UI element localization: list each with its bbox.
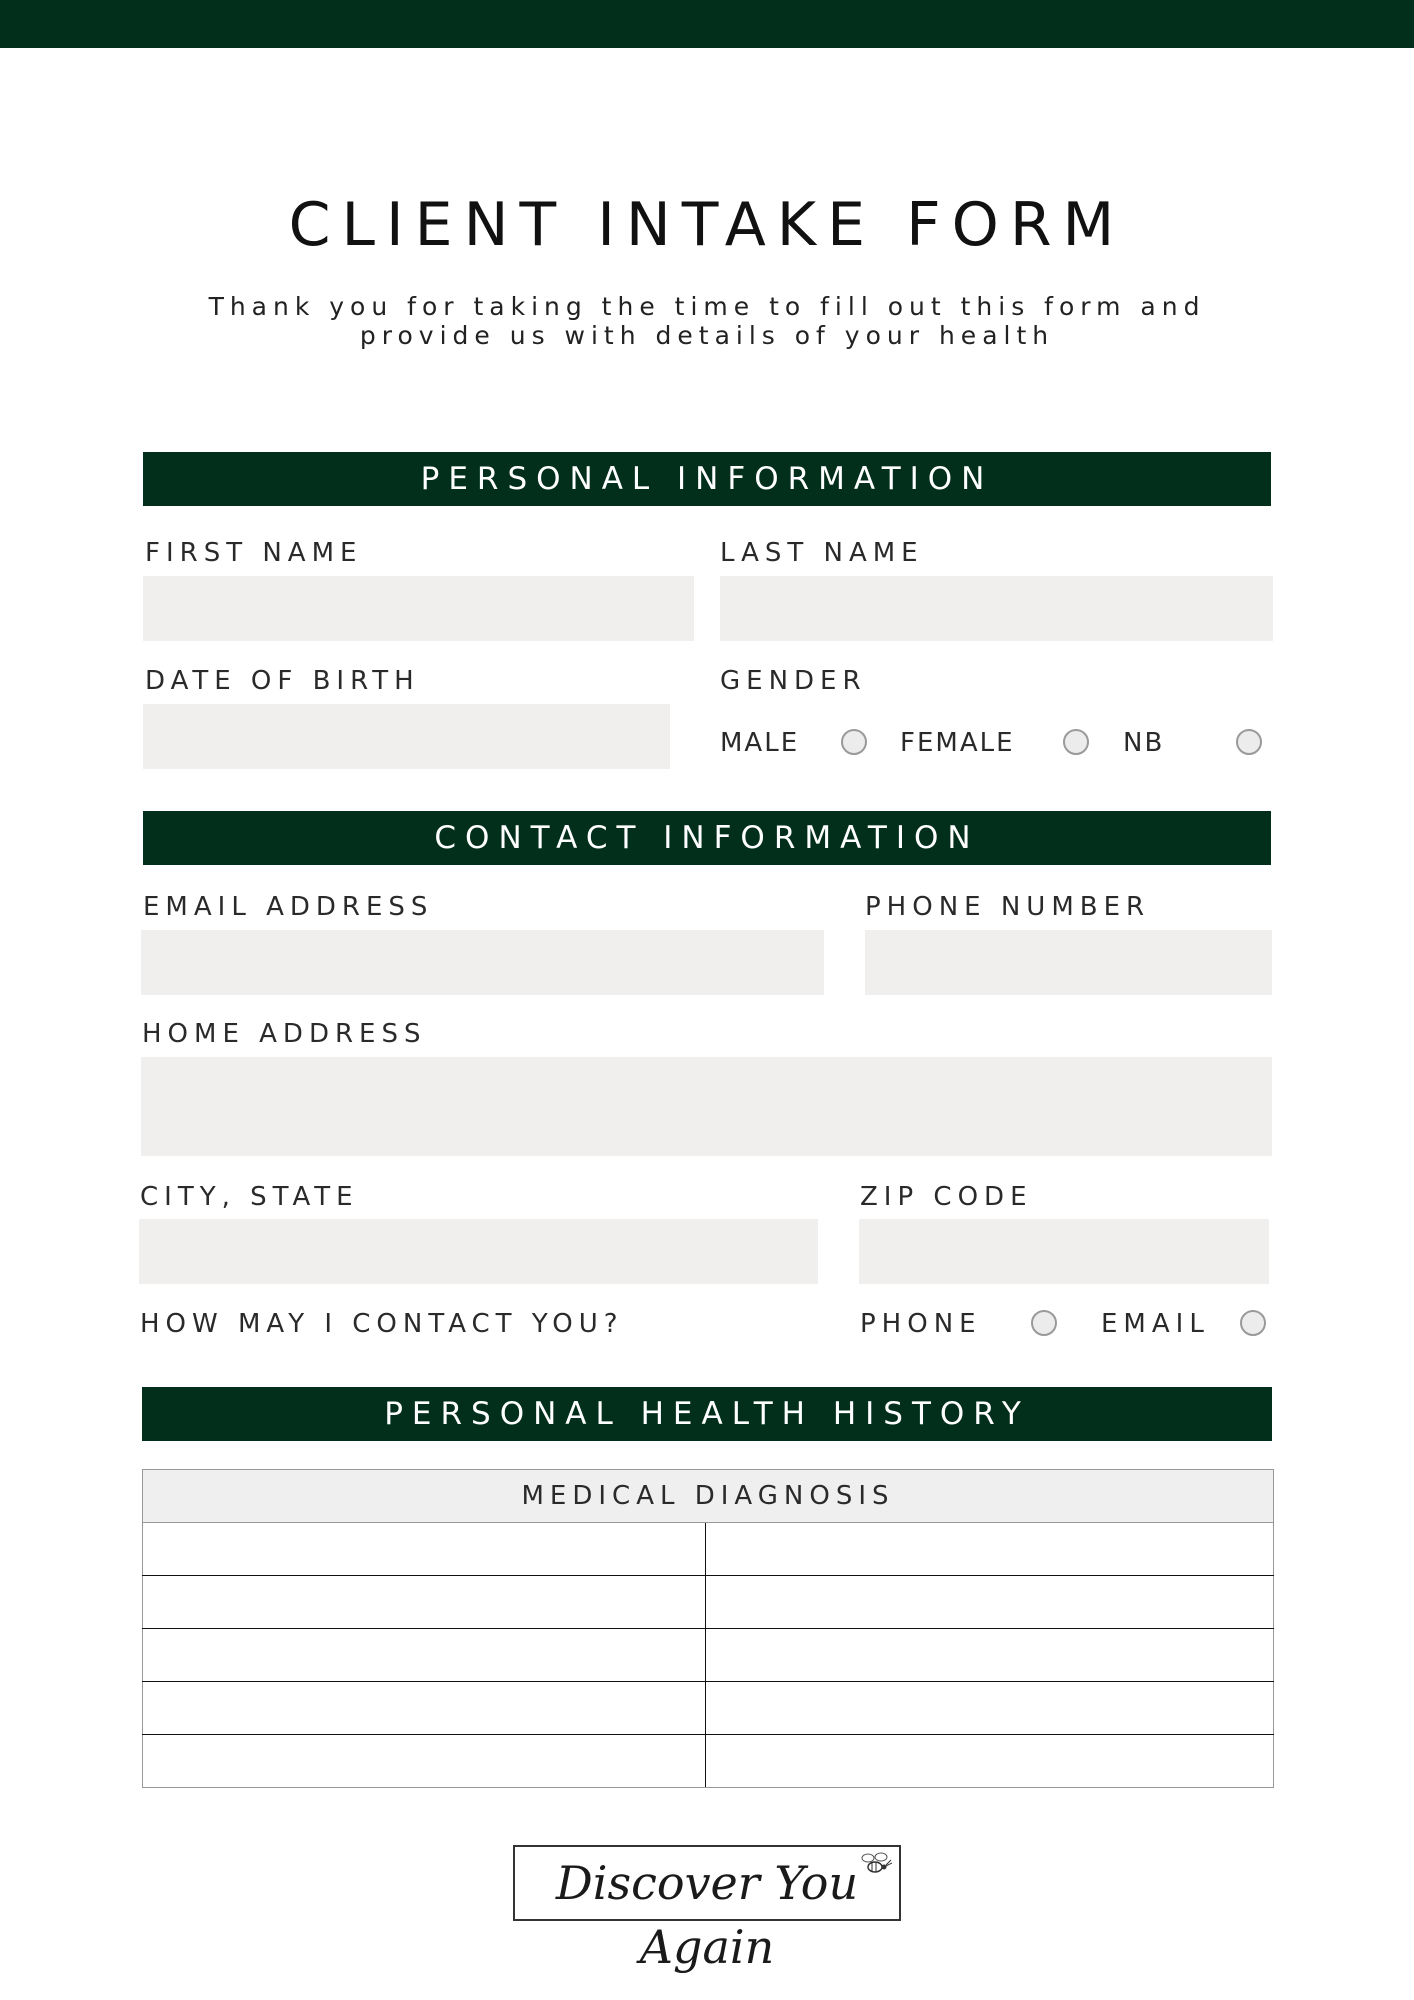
city-state-label: CITY, STATE — [140, 1182, 359, 1212]
diagnosis-cell[interactable] — [143, 1629, 706, 1682]
logo-text: Discover You Again — [555, 1856, 859, 1974]
diagnosis-cell[interactable] — [143, 1576, 706, 1629]
email-label: EMAIL ADDRESS — [143, 892, 434, 922]
diagnosis-cell[interactable] — [706, 1735, 1274, 1788]
last-name-label: LAST NAME — [720, 538, 924, 568]
gender-option-male-label: MALE — [720, 728, 800, 758]
email-field[interactable] — [141, 930, 824, 995]
dob-field[interactable] — [143, 704, 670, 769]
gender-male-radio[interactable] — [841, 729, 867, 755]
page-subtitle — [130, 292, 1284, 350]
bee-icon — [855, 1849, 895, 1883]
contact-option-email-label: EMAIL — [1101, 1309, 1210, 1339]
city-state-field[interactable] — [139, 1219, 818, 1284]
dob-label: DATE OF BIRTH — [145, 666, 420, 696]
contact-phone-radio[interactable] — [1031, 1310, 1057, 1336]
diagnosis-cell[interactable] — [143, 1523, 706, 1576]
contact-email-radio[interactable] — [1240, 1310, 1266, 1336]
home-address-label: HOME ADDRESS — [142, 1019, 427, 1049]
diagnosis-cell[interactable] — [706, 1523, 1274, 1576]
table-row — [143, 1682, 1274, 1735]
first-name-field[interactable] — [143, 576, 694, 641]
top-accent-bar — [0, 0, 1414, 48]
medical-diagnosis-header: MEDICAL DIAGNOSIS — [143, 1470, 1274, 1523]
first-name-label: FIRST NAME — [145, 538, 363, 568]
contact-preference-label: HOW MAY I CONTACT YOU? — [140, 1309, 624, 1339]
zip-code-field[interactable] — [859, 1219, 1269, 1284]
contact-info-heading: CONTACT INFORMATION — [143, 811, 1271, 865]
page-title: CLIENT INTAKE FORM — [288, 190, 1126, 260]
diagnosis-cell[interactable] — [143, 1735, 706, 1788]
subtitle-line-2: provide us with details of your health — [359, 321, 1055, 350]
diagnosis-cell[interactable] — [706, 1682, 1274, 1735]
health-history-heading: PERSONAL HEALTH HISTORY — [142, 1387, 1272, 1441]
gender-female-radio[interactable] — [1063, 729, 1089, 755]
personal-info-heading: PERSONAL INFORMATION — [143, 452, 1271, 506]
gender-option-nb-label: NB — [1123, 728, 1165, 758]
table-row — [143, 1523, 1274, 1576]
phone-field[interactable] — [865, 930, 1272, 995]
phone-label: PHONE NUMBER — [865, 892, 1151, 922]
gender-label: GENDER — [720, 666, 867, 696]
zip-code-label: ZIP CODE — [860, 1182, 1033, 1212]
last-name-field[interactable] — [720, 576, 1273, 641]
medical-diagnosis-table — [142, 1469, 1274, 1788]
diagnosis-cell[interactable] — [706, 1629, 1274, 1682]
brand-logo — [513, 1845, 901, 1974]
subtitle-line-1: Thank you for taking the time to fill out this form and — [208, 292, 1206, 321]
gender-nb-radio[interactable] — [1236, 729, 1262, 755]
table-row — [143, 1576, 1274, 1629]
diagnosis-cell[interactable] — [706, 1576, 1274, 1629]
diagnosis-cell[interactable] — [143, 1682, 706, 1735]
contact-option-phone-label: PHONE — [860, 1309, 982, 1339]
table-row — [143, 1629, 1274, 1682]
table-row — [143, 1735, 1274, 1788]
gender-option-female-label: FEMALE — [900, 728, 1015, 758]
home-address-field[interactable] — [141, 1057, 1272, 1156]
